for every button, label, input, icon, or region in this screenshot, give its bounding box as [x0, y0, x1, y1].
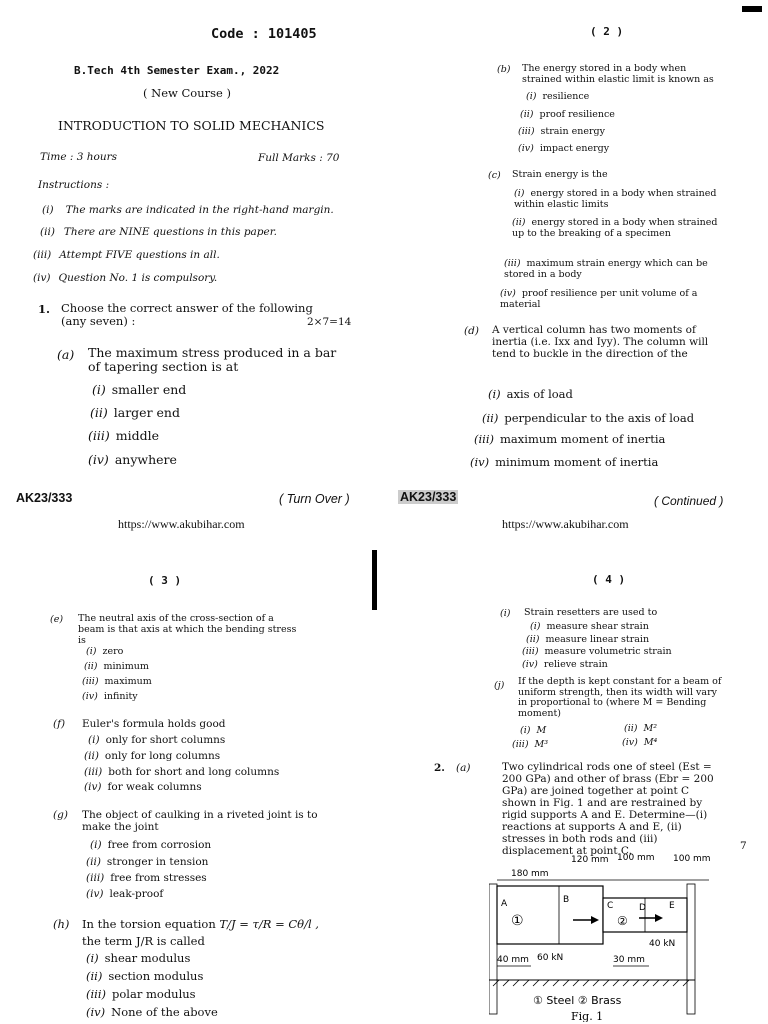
qh-text-line2: the term J/R is called	[82, 934, 205, 948]
qa-option-3: (iii) middle	[88, 428, 159, 443]
qi-option-2: (ii) measure linear strain	[526, 634, 650, 645]
q1-text: Choose the correct answer of the following (any seven) :	[61, 301, 313, 328]
qc-option-3: (iii) maximum strain energy which can be stored in a body	[504, 258, 708, 280]
qh-text-line1: In the torsion equation T/J = τ/R = Cθ/l ,	[82, 917, 319, 931]
point-a-label: A	[501, 899, 508, 909]
qj-label: (j)	[494, 680, 505, 691]
qb-option-3: (iii) strain energy	[518, 126, 605, 137]
footer-continued: ( Continued )	[654, 494, 724, 508]
qd-option-1: (i) axis of load	[488, 387, 573, 401]
page-1	[0, 0, 384, 512]
figure-caption: Fig. 1	[571, 1010, 604, 1022]
qc-label: (c)	[488, 170, 501, 181]
qc-option-4: (iv) proof resilience per unit volume of a material	[500, 288, 698, 310]
rod-2-marker: ②	[617, 914, 628, 928]
qf-label: (f)	[53, 718, 66, 730]
page-number: ( 3 )	[148, 574, 182, 587]
qb-option-1: (i) resilience	[526, 91, 590, 102]
qd-text: A vertical column has two moments of inertia (i.e. Ixx and Iyy). The column will tend to buckle in the direction of the	[492, 324, 709, 360]
page-4	[384, 536, 768, 1024]
qh-option-1: (i) shear modulus	[86, 951, 191, 965]
legend-text: ① Steel ② Brass	[533, 994, 622, 1007]
qi-option-3: (iii) measure volumetric strain	[522, 646, 672, 657]
instruction-2: (ii) There are NINE questions in this paper.	[40, 226, 277, 238]
qa-option-4: (iv) anywhere	[88, 452, 177, 467]
qb-label: (b)	[497, 64, 511, 75]
qb-text: The energy stored in a body when strained within elastic limit is known as	[522, 63, 714, 85]
qf-option-4: (iv) for weak columns	[84, 781, 202, 793]
q1-marks: 2×7=14	[307, 316, 352, 328]
point-c-label: C	[607, 901, 614, 911]
qb-option-4: (iv) impact energy	[518, 143, 610, 154]
qj-option-4: (iv) M⁴	[622, 737, 658, 748]
support-e-wall	[687, 884, 695, 1014]
qg-option-4: (iv) leak-proof	[86, 888, 164, 900]
subject-title: INTRODUCTION TO SOLID MECHANICS	[58, 118, 325, 133]
qd-label: (d)	[464, 325, 479, 337]
qf-option-2: (ii) only for long columns	[84, 750, 221, 762]
point-b-label: B	[563, 895, 570, 905]
qd-option-3: (iii) maximum moment of inertia	[474, 432, 666, 446]
qi-label: (i)	[500, 608, 511, 619]
qh-label: (h)	[53, 917, 70, 931]
page-number: ( 2 )	[590, 25, 624, 38]
qg-option-3: (iii) free from stresses	[86, 872, 207, 884]
footer-code: AK23/333	[16, 491, 73, 505]
source-url-right[interactable]: https://www.akubihar.com	[502, 517, 629, 531]
footer-code: AK23/333	[400, 490, 457, 504]
qe-option-1: (i) zero	[86, 646, 124, 657]
paper-code: Code : 101405	[211, 26, 317, 42]
qe-label: (e)	[50, 614, 64, 625]
qi-option-4: (iv) relieve strain	[522, 659, 608, 670]
qa-text: The maximum stress produced in a bar of tapering section is at	[88, 345, 337, 374]
qj-option-2: (ii) M²	[624, 723, 658, 734]
qj-option-3: (iii) M³	[512, 739, 549, 750]
load-40-label: 40 kN	[649, 939, 676, 949]
qa-label: (a)	[57, 347, 75, 362]
q2-marks: 7	[740, 840, 747, 852]
source-url-left[interactable]: https://www.akubihar.com	[118, 517, 245, 531]
course-label: ( New Course )	[143, 86, 231, 100]
q2-text: Two cylindrical rods one of steel (Est = 200 GPa) and other of brass (Ebr = 200 GPa) are joined together at point C shown in Fig. 1 and are restrained by rigid supports A and E. Determine—(i) reactions at supports A and E, (ii) stresses in both rods and (iii) displacement at point C.	[502, 761, 714, 857]
qj-option-1: (i) M	[520, 725, 547, 736]
q2-label: (a)	[456, 762, 471, 774]
instruction-4: (iv) Question No. 1 is compulsory.	[33, 272, 218, 284]
qj-text: If the depth is kept constant for a beam of uniform strength, then its width will vary in proportional to (where M = Bending moment)	[518, 676, 722, 719]
footer-turn-over: ( Turn Over )	[279, 492, 350, 506]
exam-title: B.Tech 4th Semester Exam., 2022	[74, 64, 280, 77]
qc-option-2: (ii) energy stored in a body when strained up to the breaking of a specimen	[512, 217, 718, 239]
qh-option-2: (ii) section modulus	[86, 969, 204, 983]
dim-100-label-2: 100 mm	[673, 854, 711, 864]
qe-option-3: (iii) maximum	[82, 676, 152, 687]
diameter-30-label: 30 mm	[613, 955, 645, 965]
instruction-3: (iii) Attempt FIVE questions in all.	[33, 249, 220, 261]
qh-option-3: (iii) polar modulus	[86, 987, 196, 1001]
qa-option-1: (i) smaller end	[92, 382, 187, 397]
torsion-equation: T/J = τ/R = Cθ/l ,	[219, 917, 319, 931]
instructions-title: Instructions :	[38, 179, 110, 191]
qb-option-2: (ii) proof resilience	[520, 109, 615, 120]
qf-text: Euler's formula holds good	[82, 718, 226, 730]
point-e-label: E	[669, 901, 675, 911]
scan-mark	[742, 6, 762, 12]
qc-text: Strain energy is the	[512, 169, 608, 180]
dim-100-label-1: 100 mm	[617, 853, 655, 863]
load-60-label: 60 kN	[537, 953, 564, 963]
q1-number: 1.	[38, 302, 51, 316]
qg-text: The object of caulking in a riveted joint is to make the joint	[82, 809, 318, 833]
diameter-40-label: 40 mm	[497, 955, 529, 965]
base-hatch	[493, 980, 689, 986]
qd-option-4: (iv) minimum moment of inertia	[470, 455, 659, 469]
qg-label: (g)	[53, 809, 68, 821]
time-label: Time : 3 hours	[40, 151, 118, 163]
qi-text: Strain resetters are used to	[524, 607, 658, 618]
qf-option-3: (iii) both for short and long columns	[84, 766, 280, 778]
qf-option-1: (i) only for short columns	[88, 734, 226, 746]
qd-option-2: (ii) perpendicular to the axis of load	[482, 411, 695, 425]
qa-option-2: (ii) larger end	[90, 405, 180, 420]
dim-180-label: 180 mm	[511, 869, 549, 879]
qg-option-1: (i) free from corrosion	[90, 839, 212, 851]
page-2	[384, 0, 768, 512]
qh-option-4: (iv) None of the above	[86, 1005, 218, 1019]
full-marks: Full Marks : 70	[258, 152, 340, 164]
point-d-label: D	[639, 903, 646, 913]
rod-1-marker: ①	[511, 913, 524, 929]
scan-mark	[372, 550, 377, 610]
qe-option-4: (iv) infinity	[82, 691, 138, 702]
qc-option-1: (i) energy stored in a body when strained within elastic limits	[514, 188, 717, 210]
qg-option-2: (ii) stronger in tension	[86, 856, 209, 868]
support-a-wall	[489, 884, 497, 1014]
page-3	[0, 536, 384, 1024]
instruction-1: (i) The marks are indicated in the right-hand margin.	[42, 204, 334, 216]
page-number: ( 4 )	[592, 573, 626, 586]
figure-1	[489, 850, 729, 1022]
qe-text: The neutral axis of the cross-section of a beam is that axis at which the bending stress is	[78, 613, 297, 646]
qi-option-1: (i) measure shear strain	[530, 621, 649, 632]
qe-option-2: (ii) minimum	[84, 661, 149, 672]
q2-number: 2.	[434, 762, 445, 774]
dim-120-label: 120 mm	[571, 855, 609, 865]
